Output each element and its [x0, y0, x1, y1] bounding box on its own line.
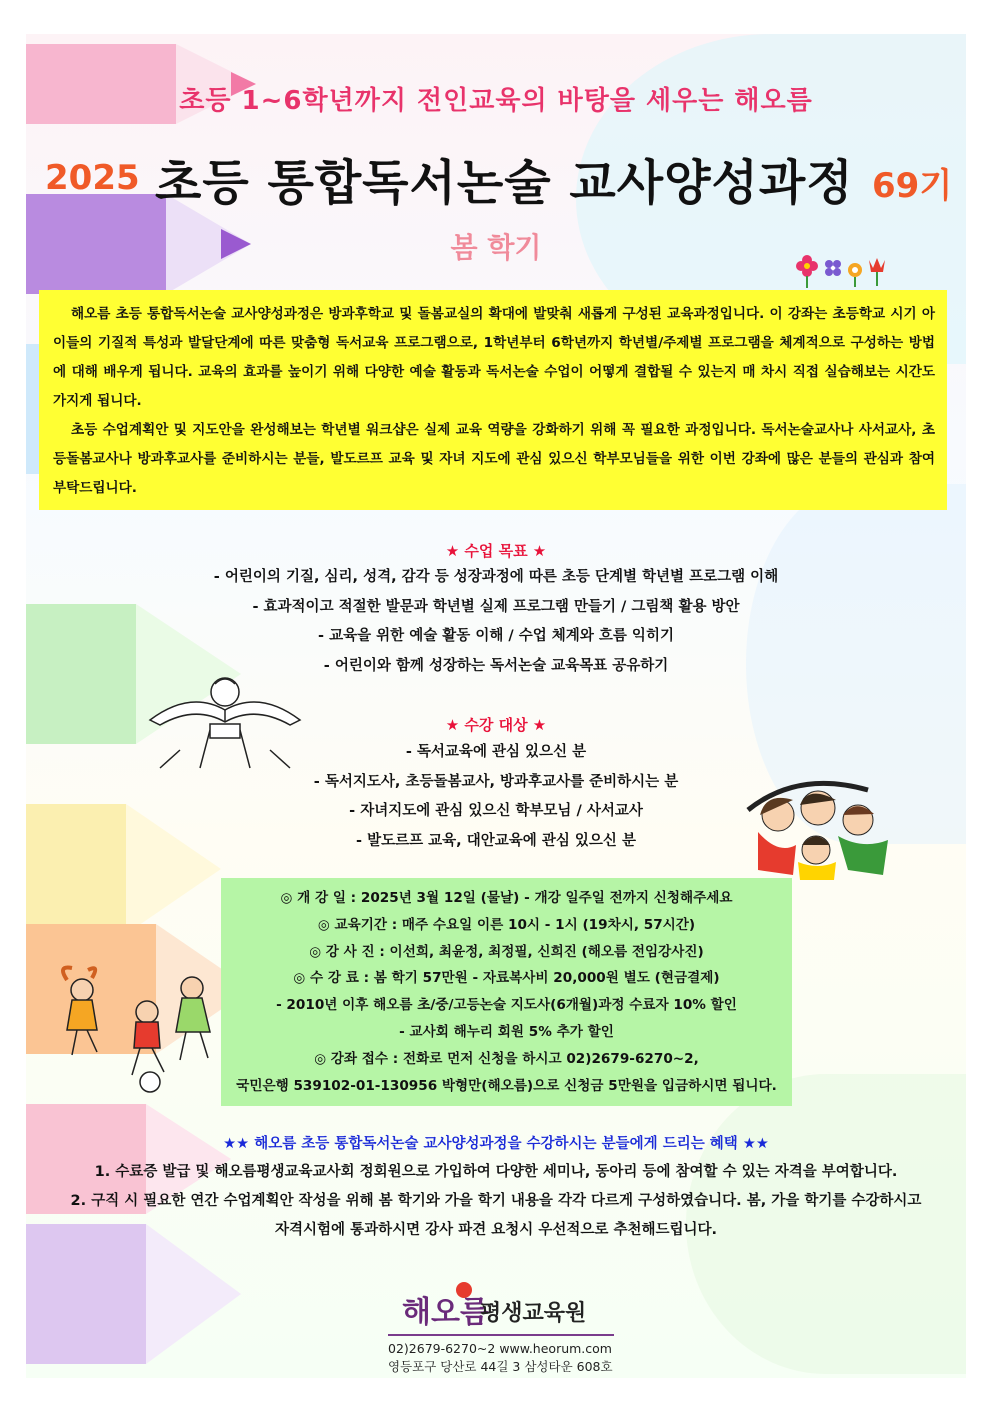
child-reading-illustration	[140, 660, 310, 770]
contact-address: 영등포구 당산로 44길 3 삼성타운 608호	[388, 1359, 613, 1374]
list-item: - 독서지도사, 초등돌봄교사, 방과후교사를 준비하시는 분	[313, 773, 679, 790]
page-title: 초등 통합독서논술 교사양성과정	[155, 155, 854, 211]
generation-label: 69기	[872, 166, 953, 206]
info-line-instructors: ◎ 강 사 진 : 이선희, 최윤정, 최정필, 신희진 (해오름 전임강사진)	[309, 943, 704, 960]
info-line-fee: ◎ 수 강 료 : 봄 학기 57만원 - 자료복사비 20,000원 별도 (현금결제)	[293, 970, 720, 987]
benefits-heading: ★★ 해오름 초등 통합독서논술 교사양성과정을 수강하시는 분들에게 드리는 혜택 ★★	[223, 1136, 769, 1152]
intro-paragraph-1: 해오름 초등 통합독서논술 교사양성과정은 방과후학교 및 돌봄교실의 확대에 발맞춰 새롭게 구성된 교육과정입니다. 이 강좌는 초등학교 시기 아이들의 기질적 특성과 발달단계에 따른 맞춤형 독서교육 프로그램으로, 1학년부터 6학년까지 학년별/주제별 프로그램을 체계적으로 구성하는 방법에 대해 배우게 됩니다. 교육의 효과를 높이기 위해 다양한 예술 활동과 독서논술 수업이 어떻게 결합될 수 있는지 매 차시 직접 실습해보는 시간도 가지게 됩니다.	[53, 306, 935, 409]
info-line-period: ◎ 교육기간 : 매주 수요일 이른 10시 - 1시 (19차시, 57시간)	[317, 916, 696, 933]
intro-box	[39, 290, 947, 510]
logo-mark: 해오름	[402, 1295, 489, 1330]
logo-divider	[388, 1334, 614, 1336]
list-item: - 독서교육에 관심 있으신 분	[405, 744, 587, 760]
title-row	[0, 140, 992, 210]
list-item: - 자녀지도에 관심 있으신 학부모님 / 사서교사	[349, 803, 643, 820]
intro-paragraph-2: 초등 수업계획안 및 지도안을 완성해보는 학년별 워크샵은 실제 교육 역량을 강화하기 위해 꼭 필요한 과정입니다. 독서논술교사나 사서교사, 초등돌봄교사나 방과후교사를 준비하시는 분들, 발도르프 교육 및 자녀 지도에 관심 있으신 학부모님들을 위한 이번 강좌에 많은 분들의 관심과 참여 부탁드립니다.	[53, 422, 935, 496]
year-label: 2025	[45, 158, 140, 198]
term-label: 봄 학기	[450, 231, 542, 264]
info-line-discount-1: - 2010년 이후 해오름 초/중/고등논술 지도사(6개월)과정 수료자 10% 할인	[276, 997, 737, 1014]
info-line-bank: 국민은행 539102-01-130956 박형만(해오름)으로 신청금 5만원을 입금하시면 됩니다.	[236, 1077, 777, 1094]
goals-heading: ★ 수업 목표 ★	[445, 542, 547, 560]
jumping-children-illustration	[52, 960, 222, 1100]
course-info-box	[221, 878, 792, 1106]
footer-contact	[388, 1340, 613, 1376]
list-item: - 교육을 위한 예술 활동 이해 / 수업 체계와 흐름 익히기	[318, 628, 674, 645]
info-line-registration: ◎ 강좌 접수 : 전화로 먼저 신청을 하시고 02)2679-6270~2,	[314, 1050, 699, 1067]
header-subtitle: 초등 1~6학년까지 전인교육의 바탕을 세우는 해오름	[179, 86, 813, 116]
list-item: - 어린이의 기질, 심리, 성격, 감각 등 성장과정에 따른 초등 단계별 학년별 프로그램 이해	[213, 569, 779, 585]
list-item: - 발도르프 교육, 대안교육에 관심 있으신 분	[356, 832, 636, 849]
flowers-icon	[795, 254, 895, 288]
logo-text: 평생교육원	[480, 1301, 587, 1326]
audience-heading: ★ 수강 대상 ★	[445, 716, 547, 734]
list-item: - 어린이와 함께 성장하는 독서논술 교육목표 공유하기	[323, 657, 669, 674]
info-line-discount-2: - 교사회 해누리 회원 5% 추가 할인	[399, 1023, 614, 1040]
benefits-list	[28, 1158, 964, 1245]
heorum-logo	[400, 1280, 489, 1330]
list-item: - 효과적이고 적절한 발문과 학년별 실제 프로그램 만들기 / 그림책 활용 방안	[252, 598, 740, 615]
benefit-line: 1. 수료증 발급 및 해오름평생교육교사회 정회원으로 가입하여 다양한 세미나, 동아리 등에 참여할 수 있는 자격을 부여합니다.	[94, 1164, 898, 1180]
family-illustration	[738, 770, 898, 880]
info-line-start-date: ◎ 개 강 일 : 2025년 3월 12일 (물날) - 개강 일주일 전까지 신청해주세요	[280, 890, 733, 906]
contact-phone-web: 02)2679-6270~2 www.heorum.com	[388, 1341, 612, 1356]
benefit-line: 2. 구직 시 필요한 연간 수업계획안 작성을 위해 봄 학기와 가을 학기 내용을 각각 다르게 구성하였습니다. 봄, 가을 학기를 수강하시고	[70, 1193, 922, 1209]
benefit-line: 자격시험에 통과하시면 강사 파견 요청시 우선적으로 추천해드립니다.	[275, 1222, 717, 1238]
